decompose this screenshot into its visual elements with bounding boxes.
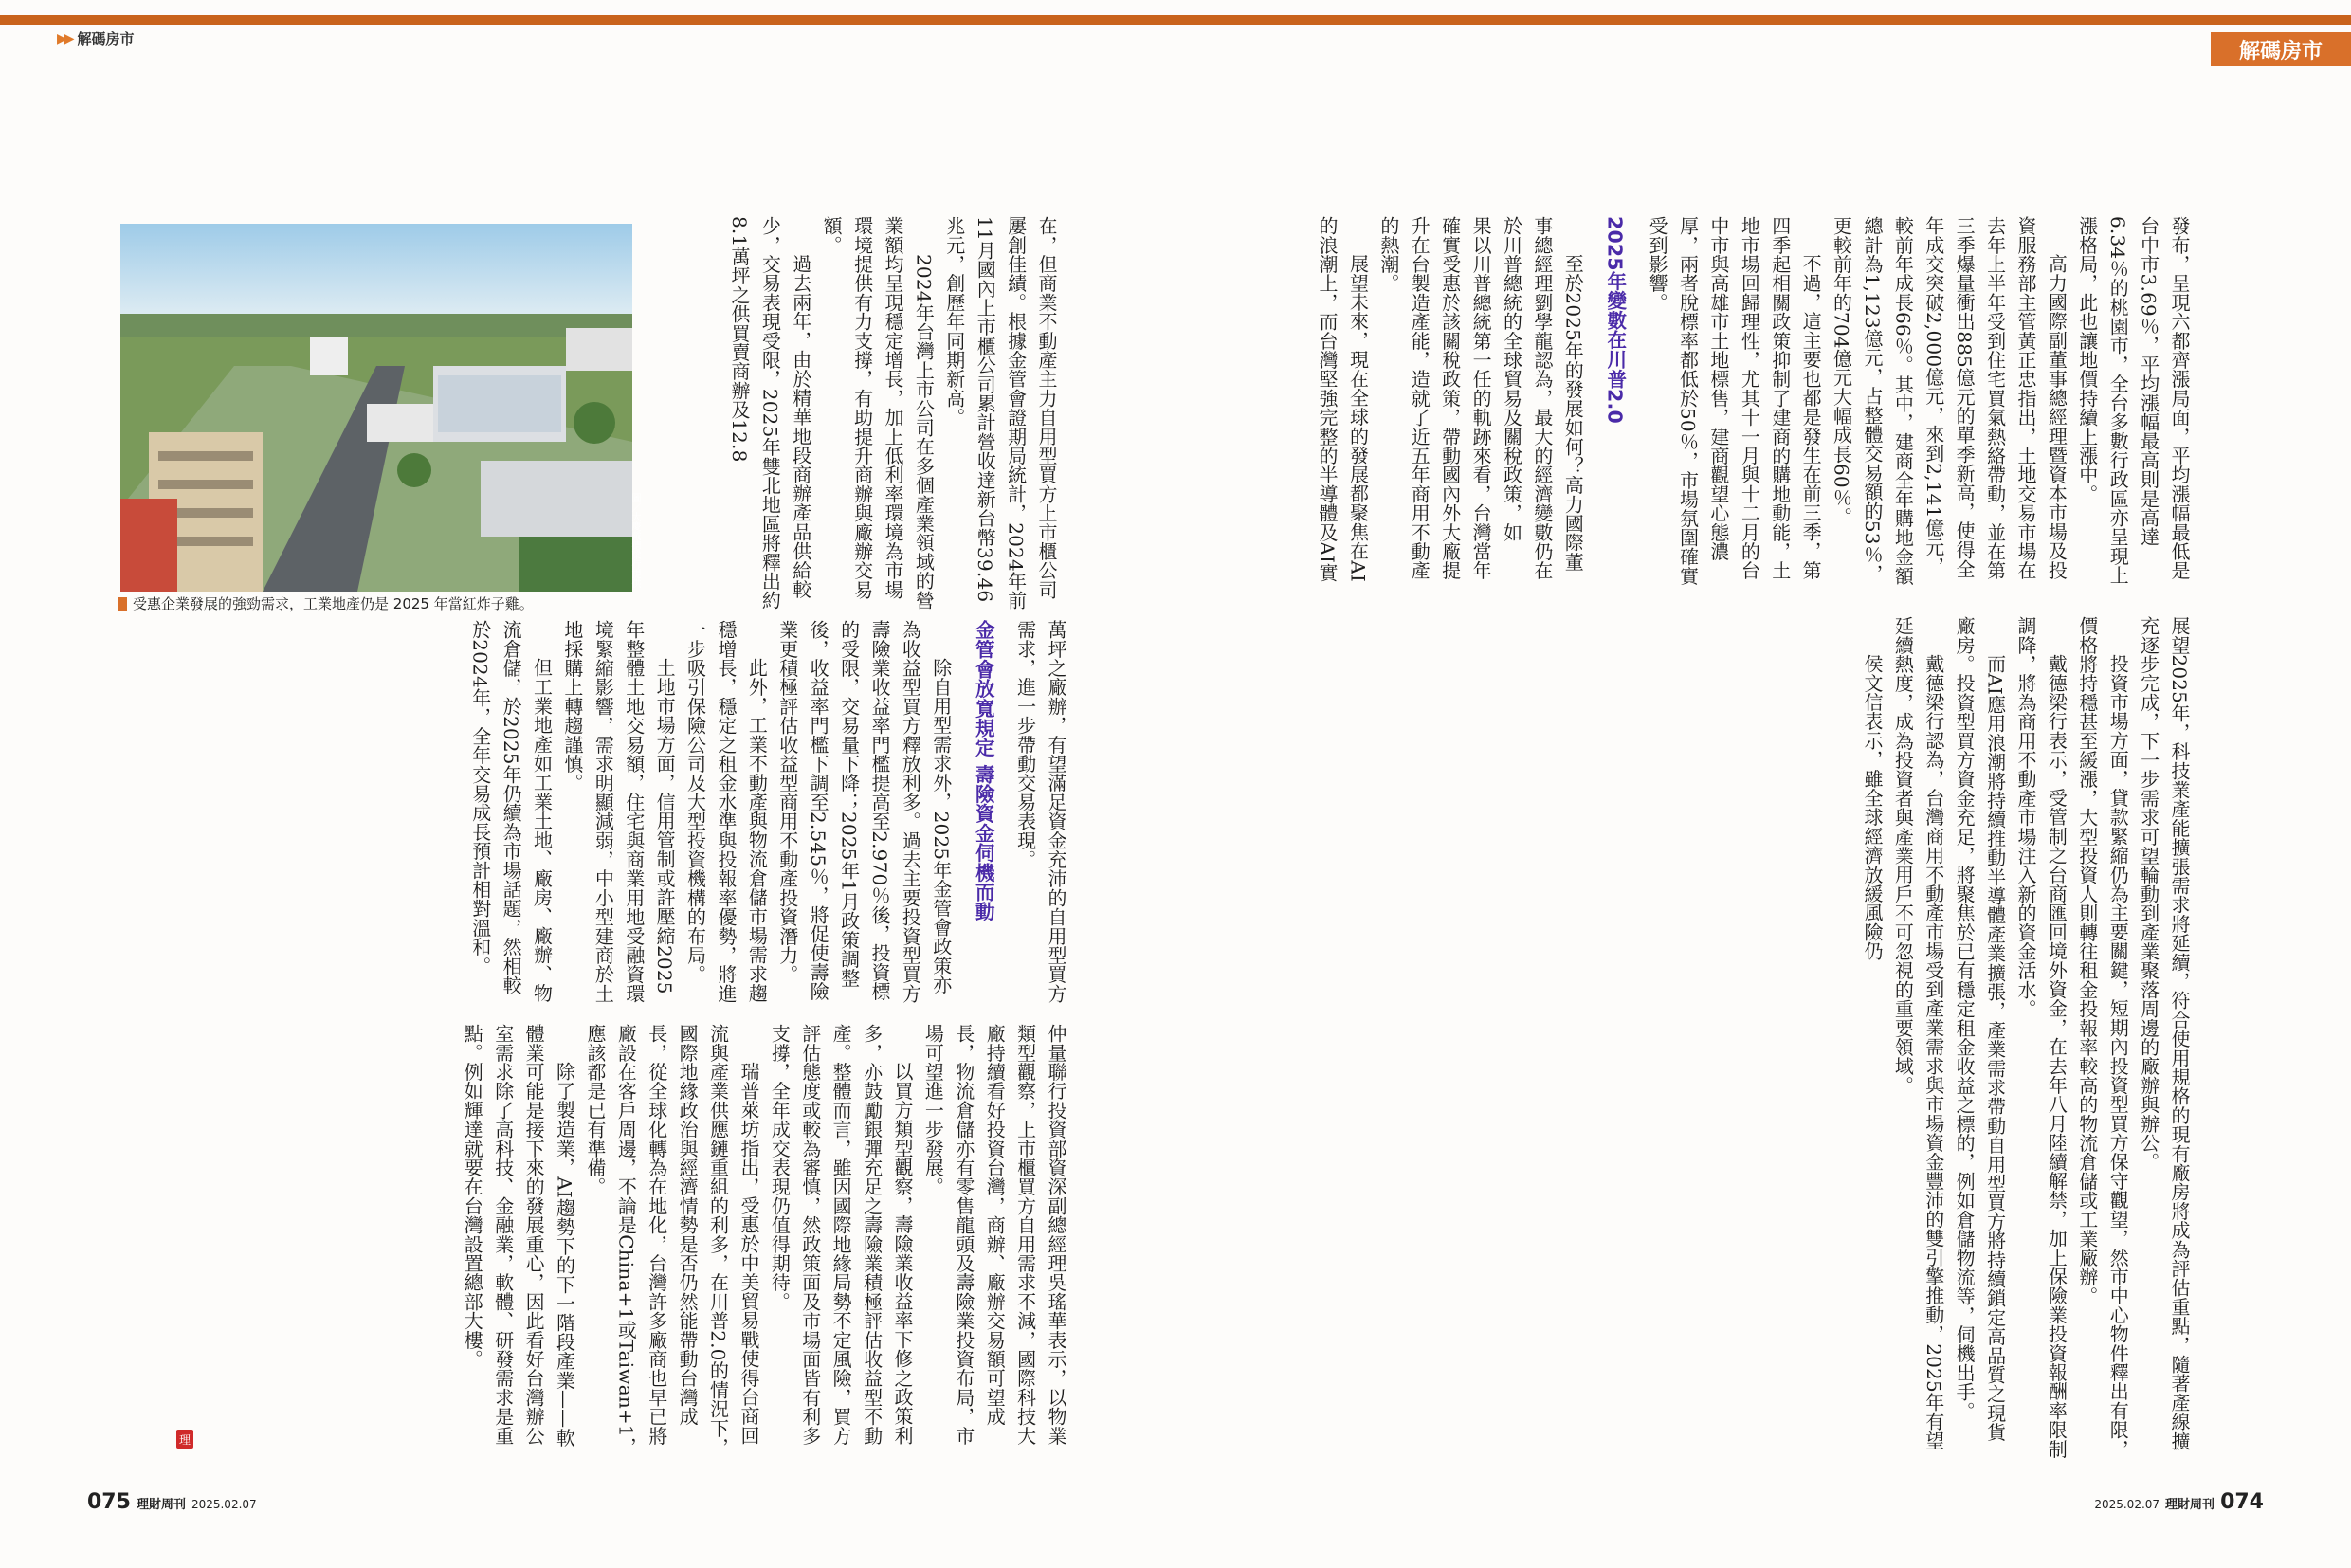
- paragraph: 萬坪之廠辦，有望滿足資金充沛的自用型買方需求，進一步帶動交易表現。: [1013, 620, 1067, 1003]
- photo-caption-text: 受惠企業發展的強勁需求，工業地產仍是 2025 年當紅炸子雞。: [133, 595, 534, 612]
- paragraph: 投資市場方面，貸款緊縮仍為主要關鍵，短期內投資型買方保守觀望，然市中心物件釋出有限，價格將持穩甚至緩漲，大型投資人則轉往租金投報率較高的物流倉儲或工業廠辦。: [2075, 616, 2130, 1459]
- right-page-upper-text: [1313, 216, 2195, 586]
- paragraph: 仲量聯行投資部資深副總經理吳瑤華表示，以物業類型觀察，上市櫃買方自用需求不減，國際科技大廠持續看好投資台灣，商辦、廠辦交易額可望成長，物流倉儲亦有零售龍頭及壽險業投資布局，市場可望進一步發展。: [921, 1024, 1067, 1446]
- photo-caption: [118, 593, 648, 613]
- paragraph: 在，但商業不動產主力自用型買方上市櫃公司屢創佳績。根據金管會證期局統計，2024年前11月國內上市櫃公司累計營收達新台幣39.46兆元，創歷年同期新高。: [942, 216, 1058, 611]
- paragraph: 除自用型需求外，2025年金管會政策亦為收益型買方釋放利多。過去主要投資型買方壽險業收益率門檻提高至2.970％後，投資標的受限，交易量下降；2025年1月政策調整後，收益率門檻下調至2.545％，將促使壽險業更積極評估收益型商用不動產投資潛力。: [775, 620, 953, 1003]
- section-label-left-text: 解碼房市: [77, 30, 135, 47]
- paragraph: 以買方類型觀察，壽險業收益率下修之政策利多，亦鼓勵銀彈充足之壽險業積極評估收益型不動產。整體而言，雖因國際地緣局勢不定風險，買方評估態度或較為審慎，然政策面及市場面皆有利多支撐，全年成交表現仍值得期待。: [768, 1024, 914, 1446]
- paragraph: 發布，呈現六都齊漲局面，平均漲幅最低是台中市3.69％，平均漲幅最高則是高達6.34％的桃園市，全台多數行政區亦呈現上漲格局，此也讓地價持續上漲中。: [2075, 216, 2191, 585]
- section-tab-right: 解碼房市: [2211, 32, 2351, 66]
- page-number-right: 074: [2220, 1490, 2264, 1514]
- subheading: 金管會放寬規定 壽險資金伺機而動: [972, 620, 995, 921]
- left-page-upper-text: [645, 216, 1062, 614]
- left-page-middle-text: [161, 620, 1071, 1009]
- paragraph: 不過，這主要也都是發生在前三季，第四季起相關政策抑制了建商的購地動能，土地市場回歸理性，尤其十一月與十二月的台中市與高雄市土地標售，建商觀望心態濃厚，兩者脫標率都低於50％，市場氛圍確實受到影響。: [1646, 216, 1823, 586]
- paragraph: 除了製造業，AI趨勢下的下一階段產業——軟體業可能是接下來的發展重心，因此看好台灣辦公室需求除了高科技、金融業，軟體、研發需求是重點。例如輝達就要在台灣設置總部大樓。: [461, 1024, 576, 1448]
- paragraph: 戴德梁行表示，受管制之台商匯回境外資金，在去年八月陸續解禁，加上保險業投資報酬率限制調降，將為商用不動產市場注入新的資金活水。: [2014, 616, 2069, 1459]
- issue-date-left: 2025.02.07: [191, 1498, 257, 1511]
- right-page-lower-text: [1261, 616, 2195, 1460]
- paragraph: 展望未來，現在全球的發展都聚焦在AI的浪潮上，而台灣堅強完整的半導體及AI實: [1316, 216, 1370, 583]
- folio-right: [2094, 1490, 2264, 1514]
- caption-marker: [118, 597, 127, 611]
- paragraph: 高力國際副董事總經理暨資本市場及投資服務部主管黃正忠指出，土地交易市場在去年上半年受到住宅買氣熱絡帶動，並在第三季爆量衝出885億元的單季新高，使得全年成交突破2,000億元，來到2,141億元，較前年成長66％。其中，建商全年購地金額總計為1,123億元，占整體交易額的53％，更較前年的704億元大幅成長60％。: [1830, 216, 2069, 586]
- page-number-left: 075: [87, 1490, 131, 1514]
- folio-left: [87, 1490, 257, 1514]
- issue-date-right: 2025.02.07: [2094, 1498, 2160, 1511]
- article-end-mark: 理: [176, 1430, 193, 1449]
- subheading: 2025年變數在川普2.0: [1603, 216, 1627, 424]
- paragraph: 而AI應用浪潮將持續推動半導體產業擴張，產業需求帶動自用型買方將持續鎖定高品質之現貨廠房。投資型買方資金充足，將聚焦於已有穩定租金收益之標的，例如倉儲物流等，伺機出手。: [1953, 616, 2007, 1442]
- paragraph: 瑞普萊坊指出，受惠於中美貿易戰使得台商回流與產業供應鏈重組的利多，在川普2.0的情況下，國際地緣政治與經濟情勢是否仍然能帶動台灣成長，從全球化轉為在地化，台灣許多廠商也早已將廠設在客戶周邊，不論是China+1或Taiwan+1，應該都是已有準備。: [583, 1024, 760, 1457]
- paragraph: 至於2025年的發展如何？高力國際董事總經理劉學龍認為，最大的經濟變數仍在於川普總統的全球貿易及關稅政策，如: [1500, 216, 1585, 580]
- magazine-name-right: 理財周刊: [2165, 1498, 2215, 1512]
- paragraph: 侯文信表示，雖全球經濟放緩風險仍: [1860, 654, 1884, 961]
- paragraph: 2024年台灣上市公司在多個產業領域的營業額均呈現穩定增長，加上低利率環境為市場環境提供有力支撐，有助提升商辦與廠辦交易額。: [820, 216, 936, 610]
- paragraph: 果以川普總統第一任的軌跡來看，台灣當年確實受惠於該關稅政策，帶動國內外大廠提升在台製造產能，造就了近五年商用不動產的熱潮。: [1376, 216, 1493, 580]
- arrow-icon: ▶▶: [57, 30, 72, 46]
- paragraph: 土地市場方面，信用管制或許壓縮2025年整體土地交易額，住宅與商業用地受融資環境緊縮影響，需求明顯減弱，中小型建商於土地採購上轉趨謹慎。: [560, 620, 677, 1003]
- left-page-lower-text: [161, 1024, 1071, 1460]
- paragraph: 戴德梁行認為，台灣商用不動產市場受到產業需求與市場資金豐沛的雙引擎推動，2025年有望延續熱度，成為投資者與產業用戶不可忽視的重要領域。: [1891, 616, 1945, 1450]
- paragraph: 但工業地產如工業土地、廠房、廠辦、物流倉儲，於2025年仍續為市場話題，然相較於2024年，全年交易成長預計相對溫和。: [468, 620, 554, 1003]
- industrial-district-photo: [120, 224, 632, 592]
- section-label-left: [57, 28, 135, 48]
- photo-credit: 圖／大慶戴德梁行提供: [629, 493, 640, 588]
- paragraph: 過去兩年，由於精華地段商辦產品供給較少，交易表現受限，2025年雙北地區將釋出約8.1萬坪之供買賣商辦及12.8: [727, 216, 812, 611]
- paragraph: 此外，工業不動產與物流倉儲市場需求趨穩增長，穩定之租金水準與投報率優勢，將進一步吸引保險公司及大型投資機構的布局。: [683, 620, 769, 1003]
- paragraph: 展望2025年，科技業產能擴張需求將延續，符合使用規格的現有廠房將成為評估重點，隨著產線擴充逐步完成，下一步需求可望輪動到產業聚落周邊的廠辦與辦公。: [2137, 616, 2191, 1450]
- magazine-name-left: 理財周刊: [136, 1498, 186, 1512]
- top-accent-bar: [0, 15, 2351, 25]
